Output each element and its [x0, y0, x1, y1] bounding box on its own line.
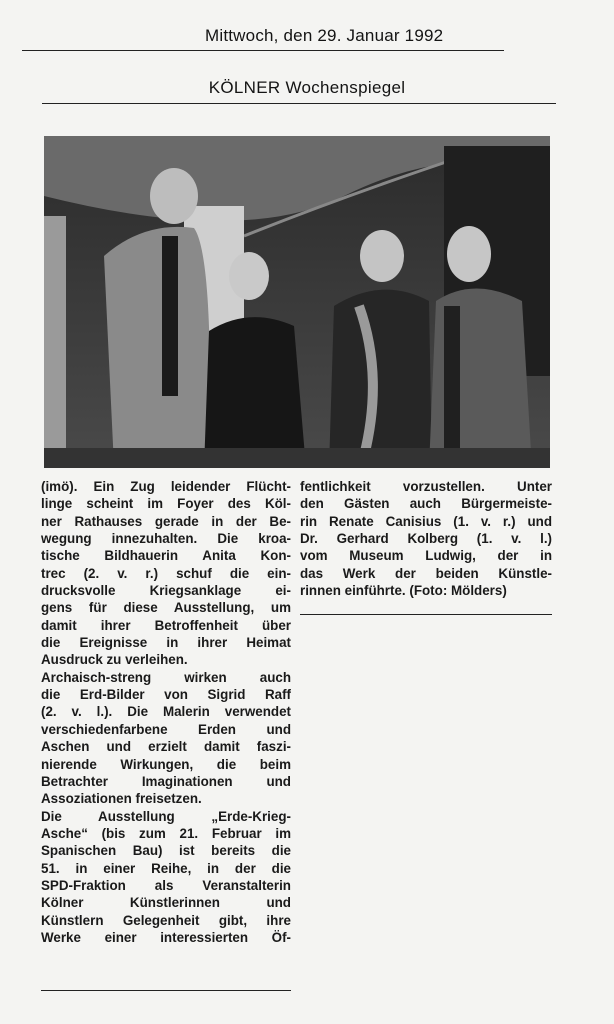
publication-name: KÖLNER Wochenspiegel: [208, 78, 406, 97]
article-line: vom Museum Ludwig, der in: [300, 548, 552, 564]
header-rule-bottom: [42, 103, 556, 104]
article-line: (2. v. l.). Die Malerin verwendet: [41, 704, 291, 720]
article-column-2: [300, 478, 552, 599]
article-line: Betrachter Imaginationen und: [41, 773, 291, 789]
article-line: Spanischen Bau) ist bereits die: [41, 843, 291, 859]
article-column-1: [41, 478, 291, 946]
article-line: rinnen einführte. (Foto: Mölders): [300, 583, 507, 599]
article-line: ner Rathauses gerade in der Be-: [41, 513, 291, 529]
article-line: rin Renate Canisius (1. v. r.) und: [300, 513, 552, 529]
article-line: tische Bildhauerin Anita Kon-: [41, 548, 291, 564]
article-line: Dr. Gerhard Kolberg (1. v. l.): [300, 531, 552, 547]
article-line: die Ereignisse in ihrer Heimat: [41, 635, 291, 651]
article-line: die Erd-Bilder von Sigrid Raff: [41, 687, 291, 703]
article-line: gens für diese Ausstellung, um: [41, 600, 291, 616]
article-line: Werke einer interessierten Öf-: [41, 929, 291, 945]
article-line: verschiedenfarbene Erden und: [41, 721, 291, 737]
article-line: SPD-Fraktion als Veranstalterin: [41, 877, 291, 893]
article-line: Ausdruck zu verleihen.: [41, 652, 188, 668]
article-line: nierende Wirkungen, die beim: [41, 756, 291, 772]
article-line: trec (2. v. r.) schuf die ein-: [41, 565, 291, 581]
article-line: Archaisch-streng wirken auch: [41, 669, 291, 685]
photo-of-five-people-icon: [44, 136, 550, 468]
article-line: Die Ausstellung „Erde-Krieg-: [41, 808, 291, 824]
article-line: Aschen und erzielt damit faszi-: [41, 739, 291, 755]
article-photo: [44, 136, 550, 468]
article-line: das Werk der beiden Künstle-: [300, 565, 552, 581]
column-2-rule: [300, 614, 552, 615]
column-1-rule: [41, 990, 291, 991]
date-line: Mittwoch, den 29. Januar 1992: [205, 26, 444, 45]
article-line: damit ihrer Betroffenheit über: [41, 617, 291, 633]
article-line: wegung innezuhalten. Die kroa-: [41, 531, 291, 547]
article-line: 51. in einer Reihe, in der die: [41, 860, 291, 876]
article-line: linge scheint im Foyer des Köl-: [41, 496, 291, 512]
article-line: Kölner Künstlerinnen und: [41, 895, 291, 911]
article-line: (imö). Ein Zug leidender Flücht-: [41, 479, 291, 494]
article-line: den Gästen auch Bürgermeiste-: [300, 496, 552, 512]
article-line: Assoziationen freisetzen.: [41, 791, 202, 807]
article-line: Asche“ (bis zum 21. Februar im: [41, 825, 291, 841]
article-line: fentlichkeit vorzustellen. Unter: [300, 479, 552, 494]
header-rule-top: [22, 50, 504, 51]
article-line: drucksvolle Kriegsanklage ei-: [41, 583, 291, 599]
article-line: Künstlern Gelegenheit gibt, ihre: [41, 912, 291, 928]
